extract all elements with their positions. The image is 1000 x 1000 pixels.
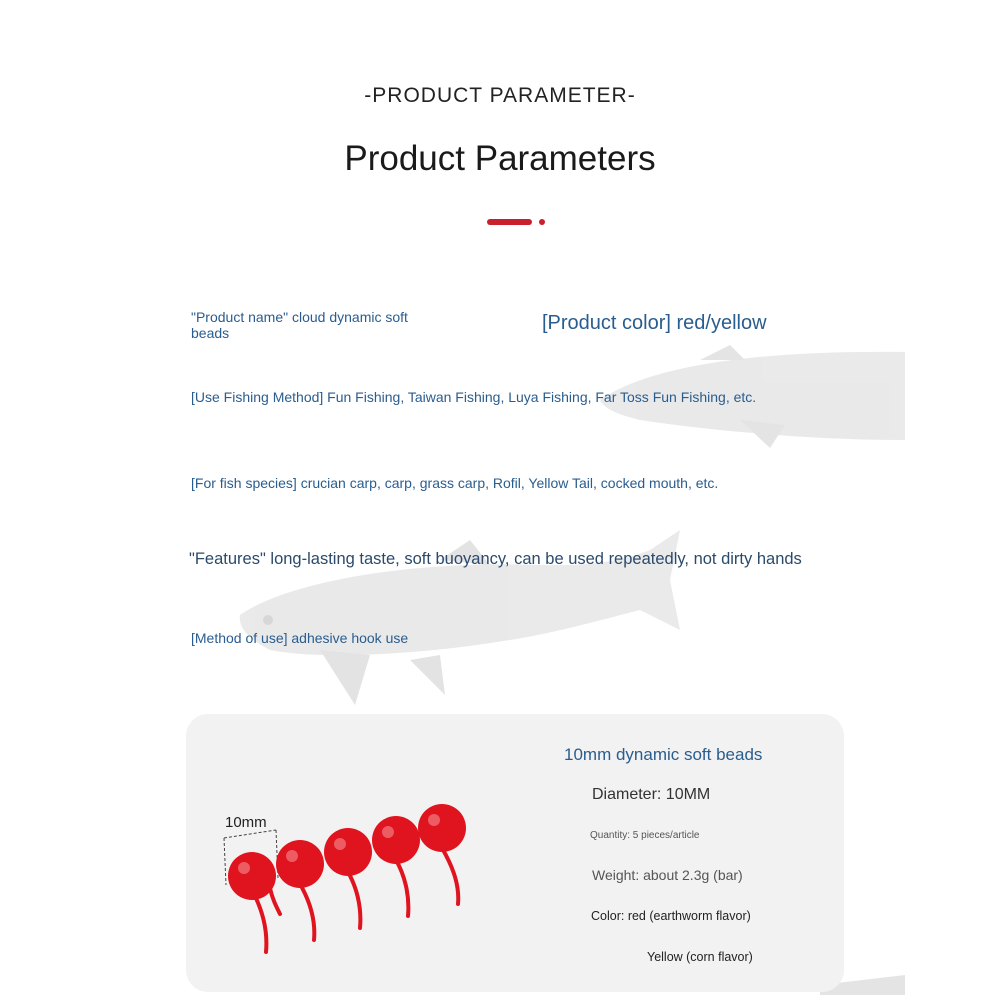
param-fish-species: [For fish species] crucian carp, carp, grass carp, Rofil, Yellow Tail, cocked mouth, etc. xyxy=(191,475,719,491)
section-overline: -PRODUCT PARAMETER- xyxy=(364,84,636,107)
spec-weight: Weight: about 2.3g (bar) xyxy=(592,867,743,883)
title-accent-dot xyxy=(539,219,545,225)
spec-card-title: 10mm dynamic soft beads xyxy=(564,745,763,764)
spec-quantity: Quantity: 5 pieces/article xyxy=(590,830,700,841)
param-features: "Features" long-lasting taste, soft buoyancy, can be used repeatedly, not dirty hands xyxy=(189,550,802,568)
param-method-of-use: [Method of use] adhesive hook use xyxy=(191,630,409,646)
dimension-label: 10mm xyxy=(225,814,267,831)
page-title: Product Parameters xyxy=(344,139,656,178)
title-accent-bar xyxy=(487,219,532,225)
spec-diameter: Diameter: 10MM xyxy=(592,786,711,803)
spec-color-yellow: Yellow (corn flavor) xyxy=(647,950,753,964)
param-product-color: [Product color] red/yellow xyxy=(542,312,767,334)
param-fishing-method: [Use Fishing Method] Fun Fishing, Taiwan Fishing, Luya Fishing, Far Toss Fun Fishing, etc. xyxy=(191,389,757,405)
spec-color-red: Color: red (earthworm flavor) xyxy=(591,909,751,923)
param-product-name: "Product name" cloud dynamic soft beads xyxy=(191,309,408,341)
